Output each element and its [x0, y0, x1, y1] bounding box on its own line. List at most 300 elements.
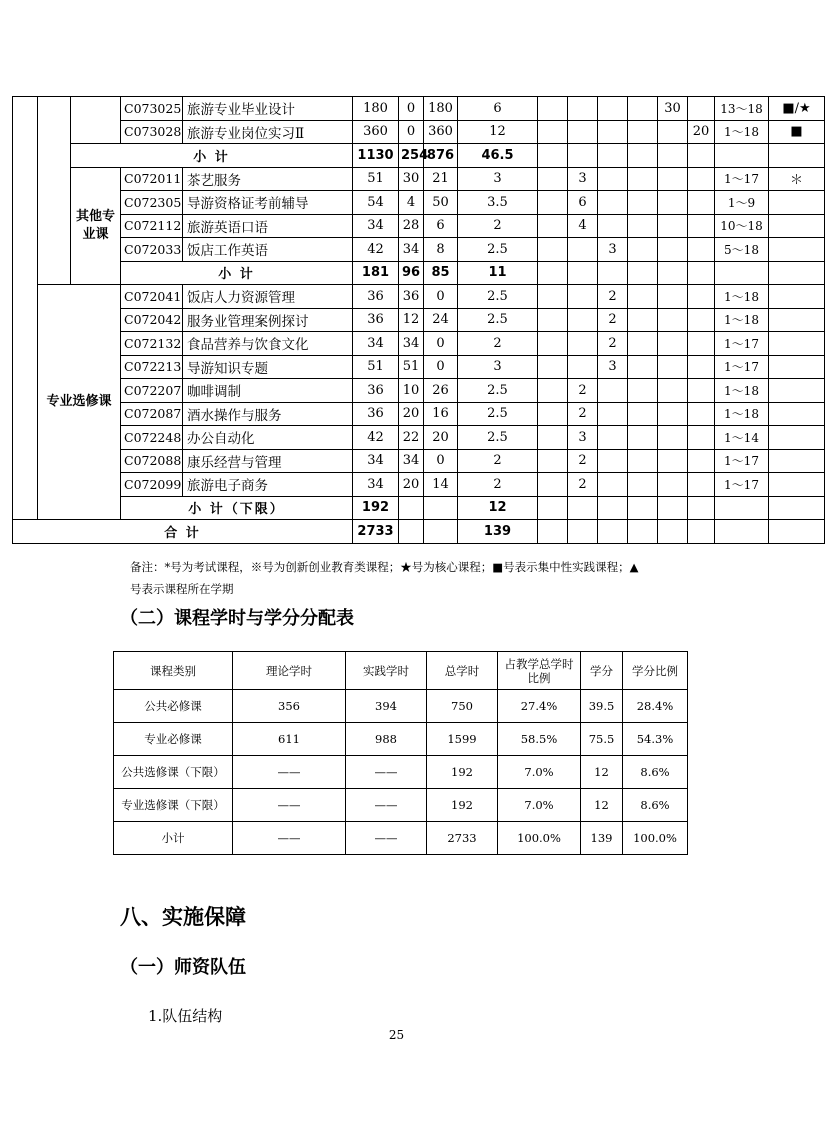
empty-cell [769, 496, 825, 520]
subtotal-practice: 85 [424, 261, 458, 285]
course-name: 旅游电子商务 [183, 473, 353, 497]
course-s3 [598, 402, 628, 426]
table-row [114, 789, 688, 822]
table-cell: 8.6% [623, 789, 688, 822]
course-s5 [658, 355, 688, 379]
table-cell: 192 [427, 789, 498, 822]
course-s5 [658, 473, 688, 497]
course-mark [769, 449, 825, 473]
course-code: C073025 [121, 97, 183, 121]
footnote-line-2: 号表示课程所在学期 [130, 582, 234, 596]
course-mark [769, 191, 825, 215]
course-total: 180 [353, 97, 399, 121]
course-s4 [628, 214, 658, 238]
course-mark [769, 426, 825, 450]
table-row [13, 97, 825, 121]
subtotal-row [13, 144, 825, 168]
empty-cell [658, 520, 688, 544]
table-row [13, 191, 825, 215]
subtotal-label: 小 计 [71, 144, 353, 168]
course-s4 [628, 191, 658, 215]
subtotal-credits: 12 [458, 496, 538, 520]
empty-cell [424, 520, 458, 544]
course-mark [769, 355, 825, 379]
course-mark [769, 473, 825, 497]
course-weeks: 1～17 [715, 449, 769, 473]
subtotal-total: 192 [353, 496, 399, 520]
course-s1 [538, 238, 568, 262]
course-s3 [598, 191, 628, 215]
table-cell: 专业选修课（下限） [114, 789, 233, 822]
course-practice: 180 [424, 97, 458, 121]
course-credits: 6 [458, 97, 538, 121]
course-s3: 3 [598, 238, 628, 262]
course-practice: 26 [424, 379, 458, 403]
course-code: C072213 [121, 355, 183, 379]
grand-total-hours: 2733 [353, 520, 399, 544]
course-s2: 3 [568, 167, 598, 191]
course-total: 54 [353, 191, 399, 215]
course-s1 [538, 473, 568, 497]
column-header: 实践学时 [346, 652, 427, 690]
subcategory-cell: 其他专业课 [71, 167, 121, 285]
course-s6 [688, 214, 715, 238]
course-s2: 2 [568, 473, 598, 497]
table-cell: 39.5 [581, 690, 623, 723]
course-credits: 3 [458, 167, 538, 191]
course-s3: 2 [598, 285, 628, 309]
course-practice: 360 [424, 120, 458, 144]
course-total: 36 [353, 379, 399, 403]
course-s4 [628, 285, 658, 309]
course-s3 [598, 473, 628, 497]
course-theory: 28 [399, 214, 424, 238]
course-s6 [688, 473, 715, 497]
table-cell: 28.4% [623, 690, 688, 723]
course-name: 旅游英语口语 [183, 214, 353, 238]
course-weeks: 1～18 [715, 402, 769, 426]
section-heading-credit-distribution: （二）课程学时与学分分配表 [120, 608, 354, 629]
course-s5 [658, 214, 688, 238]
course-s1 [538, 120, 568, 144]
course-s1 [538, 191, 568, 215]
empty-cell [598, 261, 628, 285]
course-s2 [568, 97, 598, 121]
course-total: 51 [353, 167, 399, 191]
course-s2: 2 [568, 379, 598, 403]
course-weeks: 13～18 [715, 97, 769, 121]
column-header: 占教学总学时比例 [498, 652, 581, 690]
subtotal-credits: 11 [458, 261, 538, 285]
course-name: 酒水操作与服务 [183, 402, 353, 426]
empty-cell [399, 496, 424, 520]
course-s2: 4 [568, 214, 598, 238]
course-theory: 36 [399, 285, 424, 309]
course-credits: 2 [458, 214, 538, 238]
course-code: C072033 [121, 238, 183, 262]
course-theory: 34 [399, 332, 424, 356]
course-practice: 6 [424, 214, 458, 238]
course-code: C072207 [121, 379, 183, 403]
table-cell: 小计 [114, 822, 233, 855]
course-weeks: 1～18 [715, 308, 769, 332]
course-total: 51 [353, 355, 399, 379]
empty-cell [769, 144, 825, 168]
table-cell: 192 [427, 756, 498, 789]
course-credits: 2.5 [458, 426, 538, 450]
empty-cell [628, 496, 658, 520]
credit-hours-summary-table [113, 651, 688, 855]
course-mark: ＊ [769, 167, 825, 191]
course-s4 [628, 238, 658, 262]
course-s5 [658, 379, 688, 403]
empty-cell [658, 144, 688, 168]
course-weeks: 1～9 [715, 191, 769, 215]
course-s1 [538, 332, 568, 356]
course-practice: 0 [424, 355, 458, 379]
course-code: C072099 [121, 473, 183, 497]
course-credits: 12 [458, 120, 538, 144]
course-s5 [658, 449, 688, 473]
course-theory: 0 [399, 97, 424, 121]
empty-cell [628, 144, 658, 168]
section-heading-teachers: （一）师资队伍 [120, 957, 246, 978]
table-footnote [130, 556, 670, 600]
empty-cell [538, 144, 568, 168]
table-cell: —— [233, 822, 346, 855]
course-practice: 0 [424, 332, 458, 356]
course-s6 [688, 426, 715, 450]
course-practice: 21 [424, 167, 458, 191]
subtotal-theory: 96 [399, 261, 424, 285]
table-cell: 100.0% [623, 822, 688, 855]
course-code: C073028 [121, 120, 183, 144]
table-cell: 75.5 [581, 723, 623, 756]
table-row [114, 723, 688, 756]
course-code: C072088 [121, 449, 183, 473]
course-s2 [568, 120, 598, 144]
table-cell: —— [346, 756, 427, 789]
course-practice: 16 [424, 402, 458, 426]
subtotal-row [13, 261, 825, 285]
outer-category-cell [13, 97, 38, 520]
table-row [13, 402, 825, 426]
course-s5 [658, 332, 688, 356]
course-s3 [598, 449, 628, 473]
table-row [13, 214, 825, 238]
course-credits: 2.5 [458, 379, 538, 403]
major-category-cell [38, 97, 71, 285]
empty-cell [658, 261, 688, 285]
course-s6 [688, 238, 715, 262]
subtotal-row [13, 496, 825, 520]
empty-cell [628, 261, 658, 285]
course-weeks: 1～17 [715, 167, 769, 191]
table-cell: 356 [233, 690, 346, 723]
header-row [114, 652, 688, 690]
table-row [13, 379, 825, 403]
course-name: 饭店人力资源管理 [183, 285, 353, 309]
course-theory: 34 [399, 238, 424, 262]
empty-cell [769, 520, 825, 544]
course-s6 [688, 355, 715, 379]
subheading-team-structure: 1.队伍结构 [148, 1007, 223, 1025]
course-s6 [688, 402, 715, 426]
course-s5 [658, 167, 688, 191]
table-row [13, 473, 825, 497]
course-credits: 2.5 [458, 285, 538, 309]
course-mark [769, 332, 825, 356]
empty-cell [769, 261, 825, 285]
empty-cell [658, 496, 688, 520]
grand-total-label: 合 计 [13, 520, 353, 544]
course-s3 [598, 214, 628, 238]
column-header: 学分 [581, 652, 623, 690]
course-s5: 30 [658, 97, 688, 121]
empty-cell [688, 261, 715, 285]
course-s3: 3 [598, 355, 628, 379]
course-weeks: 10～18 [715, 214, 769, 238]
course-s2 [568, 238, 598, 262]
course-name: 办公自动化 [183, 426, 353, 450]
course-s1 [538, 379, 568, 403]
course-mark [769, 379, 825, 403]
course-s5 [658, 402, 688, 426]
table-cell: 8.6% [623, 756, 688, 789]
course-credits: 2.5 [458, 238, 538, 262]
grand-total-row [13, 520, 825, 544]
course-s2: 2 [568, 449, 598, 473]
empty-cell [568, 496, 598, 520]
course-credits: 2 [458, 473, 538, 497]
subtotal-credits: 46.5 [458, 144, 538, 168]
course-code: C072041 [121, 285, 183, 309]
course-weeks: 1～18 [715, 379, 769, 403]
course-s6 [688, 449, 715, 473]
table-cell: 988 [346, 723, 427, 756]
page-number: 25 [388, 1028, 405, 1042]
course-code: C072042 [121, 308, 183, 332]
course-s6: 20 [688, 120, 715, 144]
course-weeks: 1～17 [715, 355, 769, 379]
course-total: 42 [353, 238, 399, 262]
course-s2 [568, 355, 598, 379]
empty-cell [598, 496, 628, 520]
course-code: C072132 [121, 332, 183, 356]
table-cell: 27.4% [498, 690, 581, 723]
course-s2: 6 [568, 191, 598, 215]
course-name: 旅游专业毕业设计 [183, 97, 353, 121]
table-cell: —— [346, 822, 427, 855]
course-s1 [538, 308, 568, 332]
table-row [13, 120, 825, 144]
table-cell: 12 [581, 789, 623, 822]
empty-cell [715, 520, 769, 544]
table-cell: 100.0% [498, 822, 581, 855]
empty-cell [424, 496, 458, 520]
column-header: 总学时 [427, 652, 498, 690]
course-total: 360 [353, 120, 399, 144]
empty-cell [568, 261, 598, 285]
course-credits: 3 [458, 355, 538, 379]
course-weeks: 1～18 [715, 285, 769, 309]
table-cell: —— [346, 789, 427, 822]
course-theory: 22 [399, 426, 424, 450]
course-s1 [538, 285, 568, 309]
course-total: 36 [353, 308, 399, 332]
empty-cell [598, 520, 628, 544]
course-theory: 51 [399, 355, 424, 379]
course-practice: 8 [424, 238, 458, 262]
subcategory-cell [71, 97, 121, 144]
empty-cell [538, 520, 568, 544]
table-cell: —— [233, 789, 346, 822]
course-name: 康乐经营与管理 [183, 449, 353, 473]
course-s4 [628, 167, 658, 191]
course-name: 旅游专业岗位实习Ⅱ [183, 120, 353, 144]
table-cell: 139 [581, 822, 623, 855]
course-s4 [628, 355, 658, 379]
subtotal-theory: 254 [399, 144, 424, 168]
course-code: C072112 [121, 214, 183, 238]
empty-cell [399, 520, 424, 544]
course-code: C072011 [121, 167, 183, 191]
course-mark [769, 402, 825, 426]
course-total: 42 [353, 426, 399, 450]
course-mark: ■/★ [769, 97, 825, 121]
empty-cell [715, 261, 769, 285]
course-practice: 20 [424, 426, 458, 450]
course-name: 导游知识专题 [183, 355, 353, 379]
empty-cell [715, 144, 769, 168]
table-row [13, 332, 825, 356]
course-s4 [628, 473, 658, 497]
grand-total-credits: 139 [458, 520, 538, 544]
course-theory: 0 [399, 120, 424, 144]
table-cell: 公共必修课 [114, 690, 233, 723]
course-s2 [568, 332, 598, 356]
course-s4 [628, 120, 658, 144]
course-s3 [598, 426, 628, 450]
table-row [114, 756, 688, 789]
table-cell: 公共选修课（下限） [114, 756, 233, 789]
table-cell: 2733 [427, 822, 498, 855]
course-mark [769, 238, 825, 262]
empty-cell [715, 496, 769, 520]
course-s5 [658, 120, 688, 144]
course-mark [769, 214, 825, 238]
course-practice: 0 [424, 285, 458, 309]
course-s1 [538, 426, 568, 450]
course-s4 [628, 308, 658, 332]
course-s5 [658, 308, 688, 332]
course-s6 [688, 308, 715, 332]
course-weeks: 1～14 [715, 426, 769, 450]
table-row [13, 285, 825, 309]
course-total: 34 [353, 473, 399, 497]
course-s5 [658, 285, 688, 309]
course-code: C072087 [121, 402, 183, 426]
empty-cell [568, 144, 598, 168]
course-s3 [598, 167, 628, 191]
course-credits: 2 [458, 332, 538, 356]
course-weeks: 1～18 [715, 120, 769, 144]
course-theory: 34 [399, 449, 424, 473]
table-cell: 750 [427, 690, 498, 723]
course-s2: 3 [568, 426, 598, 450]
course-s4 [628, 426, 658, 450]
column-header: 学分比例 [623, 652, 688, 690]
course-weeks: 1～17 [715, 473, 769, 497]
course-s4 [628, 449, 658, 473]
course-total: 34 [353, 332, 399, 356]
course-s2 [568, 308, 598, 332]
empty-cell [688, 144, 715, 168]
column-header: 课程类别 [114, 652, 233, 690]
table-row [13, 308, 825, 332]
table-cell: 1599 [427, 723, 498, 756]
course-name: 咖啡调制 [183, 379, 353, 403]
chapter-heading-implementation: 八、实施保障 [120, 905, 246, 929]
course-s1 [538, 449, 568, 473]
subtotal-label: 小 计 [121, 261, 353, 285]
table-cell: —— [233, 756, 346, 789]
table-row [13, 167, 825, 191]
footnote-line-1: 备注：*号为考试课程，※号为创新创业教育类课程；★号为核心课程；■号表示集中性实践课程；▲ [130, 560, 639, 574]
course-s3 [598, 97, 628, 121]
course-s1 [538, 97, 568, 121]
course-theory: 12 [399, 308, 424, 332]
course-s3 [598, 120, 628, 144]
table-cell: 611 [233, 723, 346, 756]
course-s1 [538, 167, 568, 191]
course-practice: 50 [424, 191, 458, 215]
course-s6 [688, 285, 715, 309]
table-row [13, 426, 825, 450]
course-s4 [628, 402, 658, 426]
subtotal-total: 181 [353, 261, 399, 285]
column-header: 理论学时 [233, 652, 346, 690]
course-code: C072305 [121, 191, 183, 215]
course-theory: 20 [399, 402, 424, 426]
course-s6 [688, 379, 715, 403]
course-s1 [538, 214, 568, 238]
table-row [114, 690, 688, 723]
subtotal-total: 1130 [353, 144, 399, 168]
table-cell: 394 [346, 690, 427, 723]
elective-category-cell: 专业选修课 [38, 285, 121, 520]
course-s5 [658, 191, 688, 215]
course-name: 茶艺服务 [183, 167, 353, 191]
course-code: C072248 [121, 426, 183, 450]
course-total: 36 [353, 402, 399, 426]
course-s3: 2 [598, 332, 628, 356]
course-s6 [688, 332, 715, 356]
course-theory: 20 [399, 473, 424, 497]
course-s3: 2 [598, 308, 628, 332]
table-row [114, 822, 688, 855]
table-cell: 7.0% [498, 789, 581, 822]
table-row [13, 355, 825, 379]
table-cell: 12 [581, 756, 623, 789]
course-s6 [688, 191, 715, 215]
course-s3 [598, 379, 628, 403]
course-credits: 2.5 [458, 402, 538, 426]
course-s6 [688, 97, 715, 121]
course-s1 [538, 402, 568, 426]
table-row [13, 238, 825, 262]
empty-cell [598, 144, 628, 168]
